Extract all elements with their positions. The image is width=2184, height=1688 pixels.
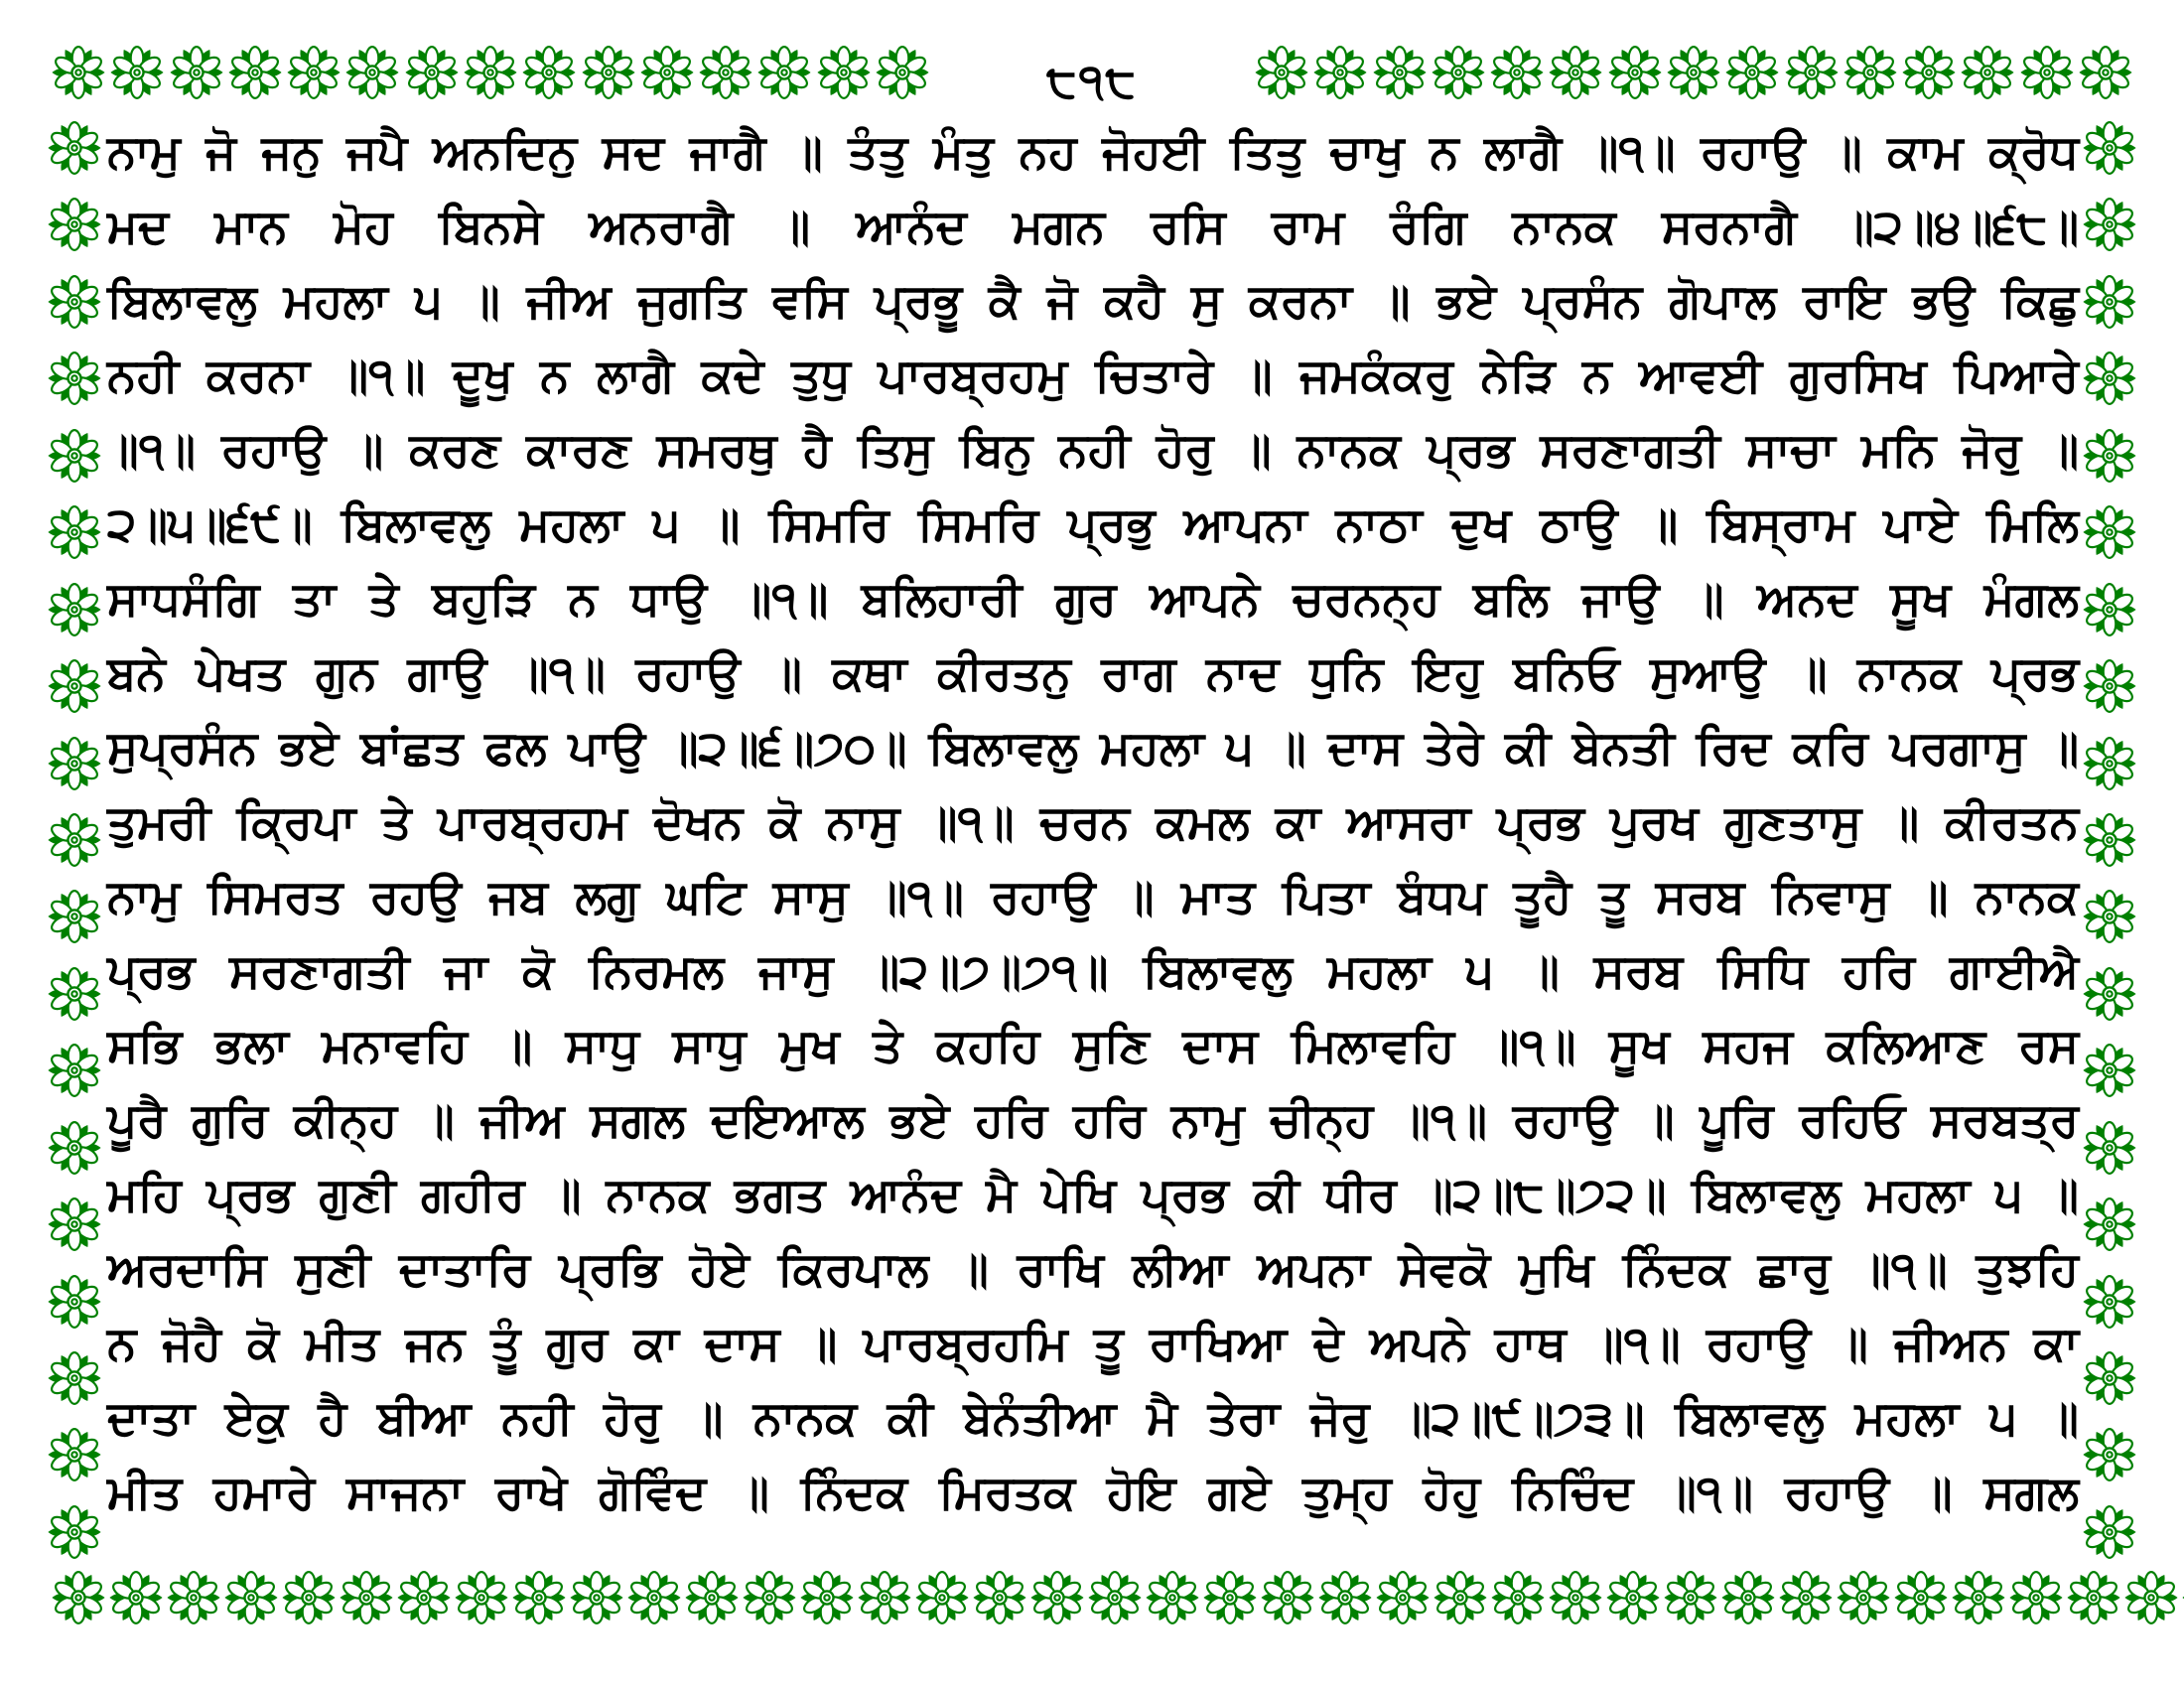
gurbani-text-line: ਸਭਿ ਭਲਾ ਮਨਾਵਹਿ ॥ ਸਾਧੁ ਸਾਧੁ ਮੁਖ ਤੇ ਕਹਹਿ ਸੁਣਿ ਦਾਸ ਮਿਲਾਵਹਿ ॥੧॥ ਸੂਖ ਸਹਜ ਕਲਿਆਣ ਰਸ [107, 1019, 2079, 1073]
flower-icon [1311, 44, 1369, 101]
flower-icon [46, 427, 103, 485]
gurbani-text-line: ਬਨੇ ਪੇਖਤ ਗੁਨ ਗਾਉ ॥੧॥ ਰਹਾਉ ॥ ਕਥਾ ਕੀਰਤਨੁ ਰਾਗ ਨਾਦ ਧੁਨਿ ਇਹੁ ਬਨਿਓ ਸੁਆਉ ॥ ਨਾਨਕ ਪ੍ਰਭ [107, 646, 2079, 701]
gurbani-text-line: ਤੁਮਰੀ ਕ੍ਰਿਪਾ ਤੇ ਪਾਰਬ੍ਰਹਮ ਦੋਖਨ ਕੋ ਨਾਸੁ ॥੧॥ ਚਰਨ ਕਮਲ ਕਾ ਆਸਰਾ ਪ੍ਰਭ ਪੁਰਖ ਗੁਣਤਾਸੁ ॥ ਕੀਰਤਨ [107, 795, 2079, 850]
flower-icon [1547, 44, 1604, 101]
border-bottom [50, 1569, 2134, 1626]
flower-icon [1253, 44, 1310, 101]
gurbani-text-line: ਦਾਤਾ ਏਕੁ ਹੈ ਬੀਆ ਨਹੀ ਹੋਰੁ ॥ ਨਾਨਕ ਕੀ ਬੇਨੰਤੀਆ ਮੈ ਤੇਰਾ ਜੋਰੁ ॥੨॥੯॥੭੩॥ ਬਿਲਾਵਲੁ ਮਹਲਾ ੫ ॥ [107, 1391, 2079, 1446]
flower-icon [46, 811, 103, 869]
flower-icon [165, 1569, 222, 1626]
flower-icon [1892, 1569, 1950, 1626]
flower-icon [2081, 657, 2138, 715]
flower-icon [107, 1569, 165, 1626]
flower-icon [46, 119, 103, 177]
flower-icon [913, 1569, 971, 1626]
flower-icon [1371, 44, 1429, 101]
flower-icon [1662, 1569, 1719, 1626]
flower-icon [1374, 1569, 1432, 1626]
gurbani-text-line: ਮਦ ਮਾਨ ਮੋਹ ਬਿਨਸੇ ਅਨਰਾਗੈ ॥ ਆਨੰਦ ਮਗਨ ਰਸਿ ਰਾਮ ਰੰਗਿ ਨਾਨਕ ਸਰਨਾਗੈ ॥੨॥੪॥੬੮॥ [107, 200, 2079, 254]
flower-icon [1783, 44, 1841, 101]
gurbani-text-line: ਬਿਲਾਵਲੁ ਮਹਲਾ ੫ ॥ ਜੀਅ ਜੁਗਤਿ ਵਸਿ ਪ੍ਰਭੂ ਕੈ ਜੋ ਕਹੈ ਸੁ ਕਰਨਾ ॥ ਭਏ ਪ੍ਰਸੰਨ ਗੋਪਾਲ ਰਾਇ ਭਉ ਕਿਛੁ [107, 274, 2079, 329]
flower-icon [1086, 1569, 1144, 1626]
flower-icon [2081, 581, 2138, 638]
flower-icon [453, 1569, 510, 1626]
gurbani-text-line: ਮਹਿ ਪ੍ਰਭ ਗੁਣੀ ਗਹੀਰ ॥ ਨਾਨਕ ਭਗਤ ਆਨੰਦ ਮੈ ਪੇਖਿ ਪ੍ਰਭ ਕੀ ਧੀਰ ॥੨॥੮॥੭੨॥ ਬਿਲਾਵਲੁ ਮਹਲਾ ੫ ॥ [107, 1168, 2079, 1222]
flower-icon [2081, 1503, 2138, 1561]
flower-icon [2081, 1426, 2138, 1483]
gurbani-text-line: ॥੧॥ ਰਹਾਉ ॥ ਕਰਣ ਕਾਰਣ ਸਮਰਥੁ ਹੈ ਤਿਸੁ ਬਿਨੁ ਨਹੀ ਹੋਰੁ ॥ ਨਾਨਕ ਪ੍ਰਭ ਸਰਣਾਗਤੀ ਸਾਚਾ ਮਨਿ ਜੋਰੁ ॥ [107, 423, 2079, 478]
border-left [46, 119, 103, 1561]
flower-icon [46, 1119, 103, 1177]
flower-icon [2081, 350, 2138, 407]
flower-icon [568, 1569, 625, 1626]
flower-icon [46, 965, 103, 1023]
flower-icon [2081, 735, 2138, 792]
flower-icon [1842, 44, 1899, 101]
flower-icon [46, 196, 103, 253]
flower-icon [46, 1273, 103, 1331]
flower-icon [2081, 1349, 2138, 1407]
flower-icon [46, 1196, 103, 1253]
flower-icon [1604, 1569, 1662, 1626]
flower-icon [1950, 1569, 2007, 1626]
border-top-right [1253, 44, 2134, 101]
flower-icon [46, 350, 103, 407]
flower-icon [741, 1569, 798, 1626]
flower-icon [2065, 1569, 2122, 1626]
flower-icon [1144, 1569, 1201, 1626]
flower-icon [510, 1569, 568, 1626]
gurbani-text-line: ਨਹੀ ਕਰਨਾ ॥੧॥ ਦੂਖੁ ਨ ਲਾਗੈ ਕਦੇ ਤੁਧੁ ਪਾਰਬ੍ਰਹਮੁ ਚਿਤਾਰੇ ॥ ਜਮਕੰਕਰੁ ਨੇੜਿ ਨ ਆਵਈ ਗੁਰਸਿਖ ਪਿਆਰੇ [107, 349, 2079, 403]
gurbani-text-line: ੨॥੫॥੬੯॥ ਬਿਲਾਵਲੁ ਮਹਲਾ ੫ ॥ ਸਿਮਰਿ ਸਿਮਰਿ ਪ੍ਰਭੁ ਆਪਨਾ ਨਾਠਾ ਦੁਖ ਠਾਉ ॥ ਬਿਸ੍ਰਾਮ ਪਾਏ ਮਿਲਿ [107, 497, 2079, 552]
flower-icon [1719, 1569, 1777, 1626]
flower-icon [46, 657, 103, 715]
flower-icon [2081, 503, 2138, 561]
flower-icon [1432, 1569, 1489, 1626]
flower-icon [46, 888, 103, 945]
flower-icon [1959, 44, 2016, 101]
flower-icon [1430, 44, 1487, 101]
flower-icon [1665, 44, 1722, 101]
flower-icon [2081, 273, 2138, 331]
flower-icon [2007, 1569, 2065, 1626]
flower-icon [2081, 196, 2138, 253]
flower-icon [1777, 1569, 1835, 1626]
gurbani-text-line: ਨ ਜੋਹੈ ਕੋ ਮੀਤ ਜਨ ਤੂੰ ਗੁਰ ਕਾ ਦਾਸ ॥ ਪਾਰਬ੍ਰਹਮਿ ਤੂ ਰਾਖਿਆ ਦੇ ਅਪਨੇ ਹਾਥ ॥੧॥ ਰਹਾਉ ॥ ਜੀਅਨ ਕਾ [107, 1317, 2079, 1371]
gurbani-text-line: ਮੀਤ ਹਮਾਰੇ ਸਾਜਨਾ ਰਾਖੇ ਗੋਵਿੰਦ ॥ ਨਿੰਦਕ ਮਿਰਤਕ ਹੋਇ ਗਏ ਤੁਮ੍ਹ ਹੋਹੁ ਨਿਚਿੰਦ ॥੧॥ ਰਹਾਉ ॥ ਸਗਲ [107, 1466, 2079, 1520]
flower-icon [50, 1569, 107, 1626]
flower-icon [1900, 44, 1958, 101]
gurbani-text-line: ਸੁਪ੍ਰਸੰਨ ਭਏ ਬਾਂਛਤ ਫਲ ਪਾਉ ॥੨॥੬॥੭੦॥ ਬਿਲਾਵਲੁ ਮਹਲਾ ੫ ॥ ਦਾਸ ਤੇਰੇ ਕੀ ਬੇਨਤੀ ਰਿਦ ਕਰਿ ਪਰਗਾਸੁ ॥ [107, 721, 2079, 775]
flower-icon [971, 1569, 1028, 1626]
gurbani-text-block [107, 115, 2079, 1530]
border-right [2081, 119, 2138, 1561]
flower-icon [2081, 1119, 2138, 1177]
flower-icon [46, 273, 103, 331]
flower-icon [1488, 44, 1546, 101]
flower-icon [222, 1569, 280, 1626]
flower-icon [2081, 119, 2138, 177]
flower-icon [856, 1569, 913, 1626]
flower-icon [46, 1503, 103, 1561]
flower-icon [2081, 811, 2138, 869]
flower-icon [46, 503, 103, 561]
flower-icon [338, 1569, 395, 1626]
flower-icon [2081, 965, 2138, 1023]
flower-icon [1316, 1569, 1374, 1626]
flower-icon [46, 735, 103, 792]
flower-icon [46, 1349, 103, 1407]
flower-icon [46, 1426, 103, 1483]
flower-icon [2081, 427, 2138, 485]
page-number: ੮੧੮ [1046, 54, 1138, 107]
flower-icon [395, 1569, 453, 1626]
flower-icon [798, 1569, 856, 1626]
gurbani-text-line: ਪੂਰੈ ਗੁਰਿ ਕੀਨ੍ਹ ॥ ਜੀਅ ਸਗਲ ਦਇਆਲ ਭਏ ਹਰਿ ਹਰਿ ਨਾਮੁ ਚੀਨ੍ਹ ॥੧॥ ਰਹਾਉ ॥ ਪੂਰਿ ਰਹਿਓ ਸਰਬਤ੍ਰ [107, 1093, 2079, 1148]
flower-icon [2018, 44, 2076, 101]
flower-icon [2081, 1042, 2138, 1099]
flower-icon [1489, 1569, 1547, 1626]
gurbani-text-line: ਸਾਧਸੰਗਿ ਤਾ ਤੇ ਬਹੁੜਿ ਨ ਧਾਉ ॥੧॥ ਬਲਿਹਾਰੀ ਗੁਰ ਆਪਨੇ ਚਰਨਨ੍ਹ ਬਲਿ ਜਾਉ ॥ ਅਨਦ ਸੂਖ ਮੰਗਲ [107, 572, 2079, 627]
flower-icon [2081, 1273, 2138, 1331]
flower-icon [1723, 44, 1781, 101]
gurbani-text-line: ਅਰਦਾਸਿ ਸੁਣੀ ਦਾਤਾਰਿ ਪ੍ਰਭਿ ਹੋਏ ਕਿਰਪਾਲ ॥ ਰਾਖਿ ਲੀਆ ਅਪਨਾ ਸੇਵਕੋ ਮੁਖਿ ਨਿੰਦਕ ਛਾਰੁ ॥੧॥ ਤੁਝਹਿ [107, 1242, 2079, 1297]
flower-icon [683, 1569, 741, 1626]
gurbani-text-line: ਨਾਮੁ ਜੋ ਜਨੁ ਜਪੈ ਅਨਦਿਨੁ ਸਦ ਜਾਗੈ ॥ ਤੰਤੁ ਮੰਤੁ ਨਹ ਜੋਹਈ ਤਿਤੁ ਚਾਖੁ ਨ ਲਾਗੈ ॥੧॥ ਰਹਾਉ ॥ ਕਾਮ ਕ੍ਰੋਧ [107, 125, 2079, 180]
flower-icon [1606, 44, 1664, 101]
flower-icon [1259, 1569, 1316, 1626]
flower-icon [46, 581, 103, 638]
gurbani-text-line: ਪ੍ਰਭ ਸਰਣਾਗਤੀ ਜਾ ਕੋ ਨਿਰਮਲ ਜਾਸੁ ॥੨॥੭॥੭੧॥ ਬਿਲਾਵਲੁ ਮਹਲਾ ੫ ॥ ਸਰਬ ਸਿਧਿ ਹਰਿ ਗਾਈਐ [107, 944, 2079, 999]
flower-icon [2122, 1569, 2180, 1626]
gurbani-text-line: ਨਾਮੁ ਸਿਮਰਤ ਰਹਉ ਜਬ ਲਗੁ ਘਟਿ ਸਾਸੁ ॥੧॥ ਰਹਾਉ ॥ ਮਾਤ ਪਿਤਾ ਬੰਧਪ ਤੂਹੈ ਤੂ ਸਰਬ ਨਿਵਾਸੁ ॥ ਨਾਨਕ [107, 870, 2079, 924]
flower-icon [2081, 1196, 2138, 1253]
flower-icon [2077, 44, 2134, 101]
flower-icon [280, 1569, 338, 1626]
flower-icon [1547, 1569, 1604, 1626]
flower-icon [1201, 1569, 1259, 1626]
flower-icon [625, 1569, 683, 1626]
flower-icon [46, 1042, 103, 1099]
flower-icon [2180, 1569, 2184, 1626]
flower-icon [2081, 888, 2138, 945]
flower-icon [1028, 1569, 1086, 1626]
flower-icon [1835, 1569, 1892, 1626]
